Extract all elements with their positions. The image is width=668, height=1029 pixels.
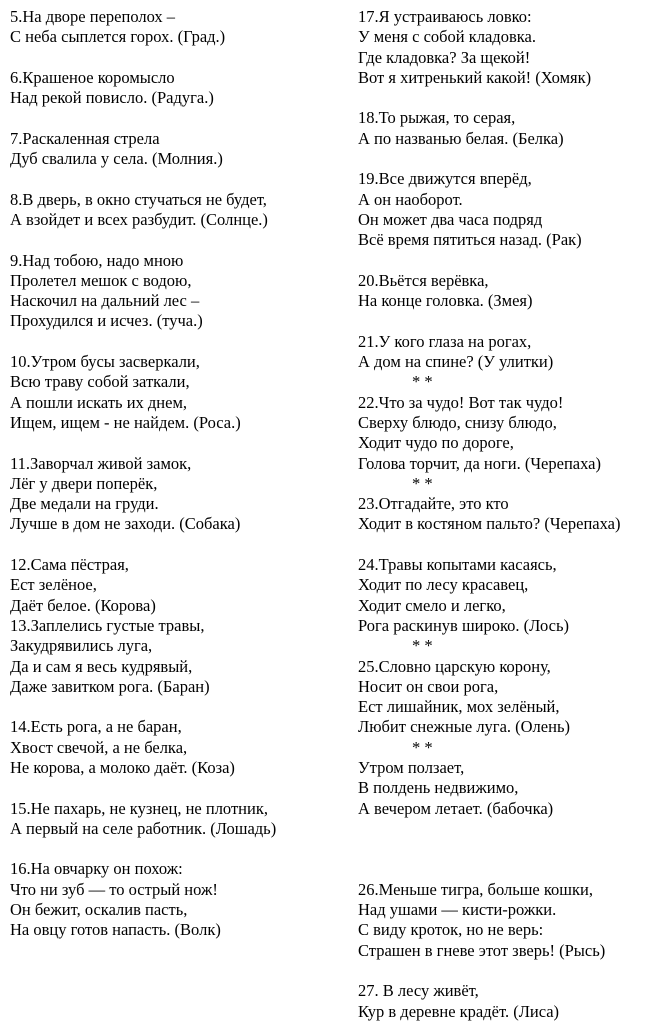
riddle-line: Дуб свалила у села. (Молния.) [10,149,223,169]
riddle-line: А пошли искать их днем, [10,392,188,412]
riddle-line: На овцу готов напасть. (Волк) [10,920,221,940]
riddle [358,169,663,250]
riddle-line: А взойдет и всех разбудит. (Солнце.) [10,209,268,229]
riddle-line: Лучше в дом не заходи. (Собака) [10,514,241,534]
riddle-line: Всю траву собой заткали, [10,372,190,392]
riddle-line: 25.Словно царскую корону, [358,656,551,676]
spacer [358,819,663,839]
spacer [358,839,663,859]
riddle-line: 11.Заворчал живой замок, [10,453,192,473]
riddle-line: 10.Утром бусы засверкали, [10,352,200,372]
spacer [10,535,340,555]
riddle-line: 15.Не пахарь, не кузнец, не плотник, [10,798,268,818]
riddle-line: На конце головка. (Змея) [358,291,533,311]
riddle-line: 13.Заплелись густые травы, [10,615,205,635]
riddle-line: А он наоборот. [358,189,463,209]
riddle-line: Сверху блюдо, снизу блюдо, [358,412,557,432]
riddle-line: А первый на селе работник. (Лошадь) [10,818,277,838]
riddle-line: Прохудился и исчез. (туча.) [10,311,203,331]
riddle [10,68,340,109]
riddle-line: Он бежит, оскалив пасть, [10,900,188,920]
riddle [358,981,663,1022]
spacer [358,859,663,879]
riddle-line: Вот я хитренький какой! (Хомяк) [358,67,592,87]
riddle-line: Закудрявились луга, [10,636,153,656]
right-column [358,7,663,1022]
riddle-line: Что ни зуб — то острый нож! [10,879,218,899]
spacer [10,48,340,68]
riddle-line: Любит снежные луга. (Олень) [358,717,570,737]
riddle [358,657,663,738]
riddle-line: Утром ползает, [358,757,465,777]
spacer [10,169,340,189]
separator-stars: * * [412,473,433,493]
riddle [10,555,340,616]
riddle-line: Ищем, ищем - не найдем. (Роса.) [10,412,241,432]
riddle-line: Наскочил на дальний лес – [10,291,200,311]
riddle-line: Даёт белое. (Корова) [10,595,156,615]
riddle-line: Не корова, а молоко даёт. (Коза) [10,757,235,777]
riddle-line: Голова торчит, да ноги. (Черепаха) [358,453,601,473]
riddle-line: 9.Над тобою, надо мною [10,250,184,270]
spacer [10,230,340,250]
riddle-line: У меня с собой кладовка. [358,27,536,47]
riddle-line: Ходит чудо по дороге, [358,433,514,453]
spacer [358,961,663,981]
riddle [358,108,663,149]
separator-stars: * * [412,372,433,392]
riddle-line: Он может два часа подряд [358,209,543,229]
riddle-line: А вечером летает. (бабочка) [358,798,554,818]
riddle [358,758,663,819]
spacer [10,839,340,859]
separator-stars: * * [412,737,433,757]
riddle-line: 23.Отгадайте, это кто [358,494,509,514]
riddle-line: Хвост свечой, а не белка, [10,737,188,757]
riddle [358,494,663,535]
riddle-line: 6.Крашеное коромысло [10,67,175,87]
riddle-line: Две медали на груди. [10,494,159,514]
riddle-line: 17.Я устраиваюсь ловко: [358,7,532,26]
riddle [10,799,340,840]
riddle-line: Лёг у двери поперёк, [10,473,158,493]
riddle [358,332,663,373]
riddle-line: 20.Вьётся верёвка, [358,270,489,290]
riddle-line: Даже завитком рога. (Баран) [10,676,210,696]
riddle-line: 19.Все движутся вперёд, [358,169,532,189]
spacer [10,332,340,352]
riddle-line: Ходит по лесу красавец, [358,575,529,595]
riddle-line: 22.Что за чудо! Вот так чудо! [358,392,564,412]
riddle-line: 18.То рыжая, то серая, [358,108,516,128]
riddle-line: Кур в деревне крадёт. (Лиса) [358,1001,560,1021]
riddle-line: С виду кроток, но не верь: [358,920,544,940]
riddle [358,271,663,312]
spacer [10,433,340,453]
riddle-line: Ходит в костяном пальто? (Черепаха) [358,514,621,534]
riddle [10,616,340,697]
riddle-line: В полдень недвижимо, [358,778,519,798]
spacer [10,697,340,717]
riddle-line: Всё время пятиться назад. (Рак) [358,230,582,250]
riddle [358,555,663,636]
spacer [358,149,663,169]
spacer [358,251,663,271]
left-column [10,7,340,941]
riddle-line: Ходит смело и легко, [358,595,506,615]
riddle [10,251,340,332]
riddle [358,880,663,961]
riddle-line: Ест зелёное, [10,575,97,595]
riddle [358,393,663,474]
riddle-line: 12.Сама пёстрая, [10,555,129,575]
riddle [10,454,340,535]
riddle-line: Пролетел мешок с водою, [10,270,192,290]
spacer [358,88,663,108]
riddle-line: 5.На дворе переполох – [10,7,176,26]
riddle-line: А по названью белая. (Белка) [358,128,564,148]
riddle-line: 8.В дверь, в окно стучаться не будет, [10,189,267,209]
riddle [10,129,340,170]
riddle [10,190,340,231]
riddle [10,717,340,778]
riddle-line: 21.У кого глаза на рогах, [358,331,532,351]
riddle [10,352,340,433]
spacer [358,311,663,331]
riddle-line: 14.Есть рога, а не баран, [10,717,182,737]
riddle-line: 26.Меньше тигра, больше кошки, [358,879,593,899]
riddle-line: Над рекой повисло. (Радуга.) [10,88,214,108]
riddle-line: Где кладовка? За щекой! [358,47,531,67]
spacer [358,535,663,555]
riddle [10,7,340,48]
riddle-line: 24.Травы копытами касаясь, [358,555,557,575]
riddle-line: 27. В лесу живёт, [358,981,479,1001]
riddle-line: А дом на спине? (У улитки) [358,352,554,372]
spacer [10,778,340,798]
riddle-line: Да и сам я весь кудрявый, [10,656,193,676]
riddle-line: Носит он свои рога, [358,676,499,696]
riddle-line: 16.На овчарку он похож: [10,859,183,879]
riddle-line: Ест лишайник, мох зелёный, [358,697,560,717]
riddle [358,7,663,88]
riddle [10,859,340,940]
riddle-line: Страшен в гневе этот зверь! (Рысь) [358,940,606,960]
riddle-line: 7.Раскаленная стрела [10,128,160,148]
riddle-line: Над ушами — кисти-рожки. [358,900,557,920]
separator-stars: * * [412,636,433,656]
riddle-line: Рога раскинув широко. (Лось) [358,615,569,635]
spacer [10,108,340,128]
riddle-line: С неба сыплется горох. (Град.) [10,27,226,47]
